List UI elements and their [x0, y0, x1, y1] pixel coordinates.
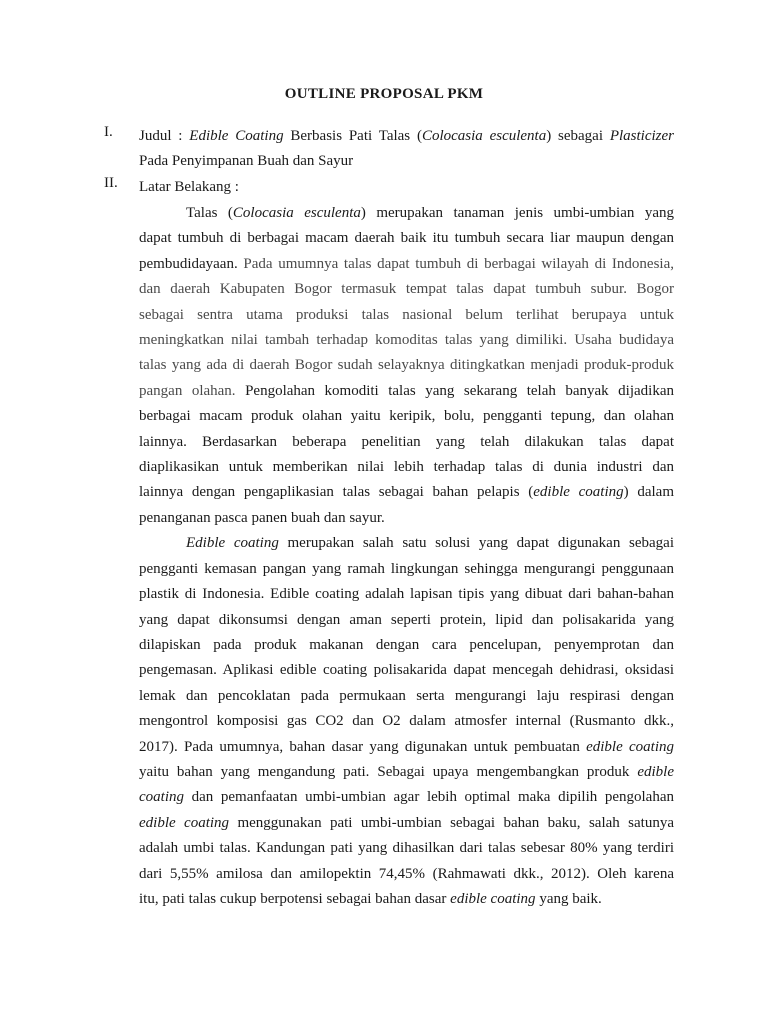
text-line: pangan olahan. Pengolahan komoditi talas yang sekarang telah banyak dijadikan — [139, 382, 674, 399]
text-line: yaitu bahan yang mengandung pati. Sebagai upaya mengembangkan produk edible — [139, 763, 674, 780]
text-line: 2017). Pada umumnya, bahan dasar yang digunakan untuk pembuatan edible coating — [139, 738, 674, 755]
text-line: dapat tumbuh di berbagai macam daerah baik itu tumbuh secara liar maupun dengan — [139, 230, 674, 247]
text-line: Talas (Colocasia esculenta) merupakan tanaman jenis umbi-umbian yang — [186, 205, 675, 221]
italic-term: Edible coating — [186, 535, 279, 552]
paragraph — [139, 201, 674, 531]
text-line: lemak dan pencoklatan pada permukaan serta mengurangi laju respirasi dengan — [139, 687, 674, 704]
text-line: mengontrol komposisi gas CO2 dan O2 dalam atmosfer internal (Rusmanto dkk., — [139, 713, 674, 730]
text-line: penanganan pasca panen buah dan sayur. — [139, 509, 385, 526]
text-line: dari 5,55% amilosa dan amilopektin 74,45% (Rahmawati dkk., 2012). Oleh karena — [139, 865, 674, 882]
section-numeral: I. — [104, 124, 113, 140]
text-line: plastik di Indonesia. Edible coating adalah lapisan tipis yang dibuat dari bahan-bahan — [139, 586, 674, 603]
text-line: dilapiskan pada produk makanan dengan cara pencelupan, penyemprotan dan — [139, 636, 674, 653]
italic-term: edible coating — [139, 814, 230, 831]
italic-term: Colocasia esculenta — [421, 128, 547, 144]
paragraph — [139, 531, 674, 912]
text-line — [139, 328, 674, 353]
text-line — [139, 277, 674, 302]
italic-term: Edible Coating — [189, 128, 284, 144]
text-line — [139, 303, 674, 328]
text-line: berbagai macam produk olahan yaitu keripik, bolu, pengganti tepung, dan olahan — [139, 408, 674, 425]
text-line: lainnya. Berdasarkan beberapa penelitian yang telah dilakukan talas dapat — [139, 433, 674, 450]
gray-text: pangan olahan. — [139, 382, 236, 399]
text-line: adalah umbi talas. Kandungan pati yang dihasilkan dari talas sebesar 80% yang terdiri — [139, 840, 674, 857]
italic-term: edible coating — [586, 738, 674, 755]
text-line: coating dan pemanfaatan umbi-umbian agar lebih optimal maka dipilih pengolahan — [139, 789, 674, 806]
latar-belakang-paragraphs — [139, 201, 674, 912]
italic-term: Plasticizer — [609, 128, 674, 144]
gray-text: sebagai sentra utama produksi talas nasional belum terlihat berupaya untuk — [139, 306, 674, 323]
italic-term: edible coating — [533, 484, 624, 501]
text-line: pengemasan. Aplikasi edible coating polisakarida dapat mencegah dehidrasi, oksidasi — [139, 662, 674, 679]
section-heading: Latar Belakang : — [139, 179, 239, 195]
text-line: edible coating menggunakan pati umbi-umbian sebagai bahan baku, salah satunya — [139, 814, 674, 831]
page-title: OUTLINE PROPOSAL PKM — [284, 86, 484, 102]
text-line: Pada Penyimpanan Buah dan Sayur — [139, 153, 354, 170]
section-numeral: II. — [104, 175, 118, 191]
italic-term: edible — [637, 763, 674, 780]
gray-text: Pada umumnya talas dapat tumbuh di berbagai wilayah di Indonesia, — [243, 255, 674, 272]
text-line: yang dapat dikonsumsi dengan aman seperti protein, lipid dan polisakarida yang — [139, 611, 674, 628]
text-line — [139, 353, 674, 378]
gray-text: dan daerah Kabupaten Bogor termasuk tempat talas dapat tumbuh subur. Bogor — [139, 281, 674, 298]
section-judul-text — [139, 124, 674, 175]
text-line: pembudidayaan. Pada umumnya talas dapat tumbuh di berbagai wilayah di Indonesia, — [139, 255, 674, 272]
text-line: pengganti kemasan pangan yang ramah lingkungan sehingga mengurangi penggunaan — [139, 560, 674, 577]
text-line: itu, pati talas cukup berpotensi sebagai bahan dasar edible coating yang baik. — [139, 890, 602, 907]
gray-text: meningkatkan nilai tambah terhadap komoditas talas yang dimiliki. Usaha budidaya — [139, 332, 674, 349]
text-line: lainnya dengan pengaplikasian talas sebagai bahan pelapis (edible coating) dalam — [139, 484, 674, 501]
text-line: diaplikasikan untuk memberikan nilai lebih terhadap talas di dunia industri dan — [139, 459, 674, 476]
italic-term: coating — [139, 789, 184, 806]
text-line: Edible coating merupakan salah satu solusi yang dapat digunakan sebagai — [186, 535, 674, 552]
gray-text: talas yang ada di daerah Bogor sudah selayaknya ditingkatkan menjadi produk-produk — [139, 357, 674, 374]
italic-term: Colocasia esculenta — [232, 205, 361, 221]
italic-term: edible coating — [450, 890, 536, 907]
text-line: Judul : Edible Coating Berbasis Pati Talas (Colocasia esculenta) sebagai Plasticizer — [139, 128, 674, 144]
